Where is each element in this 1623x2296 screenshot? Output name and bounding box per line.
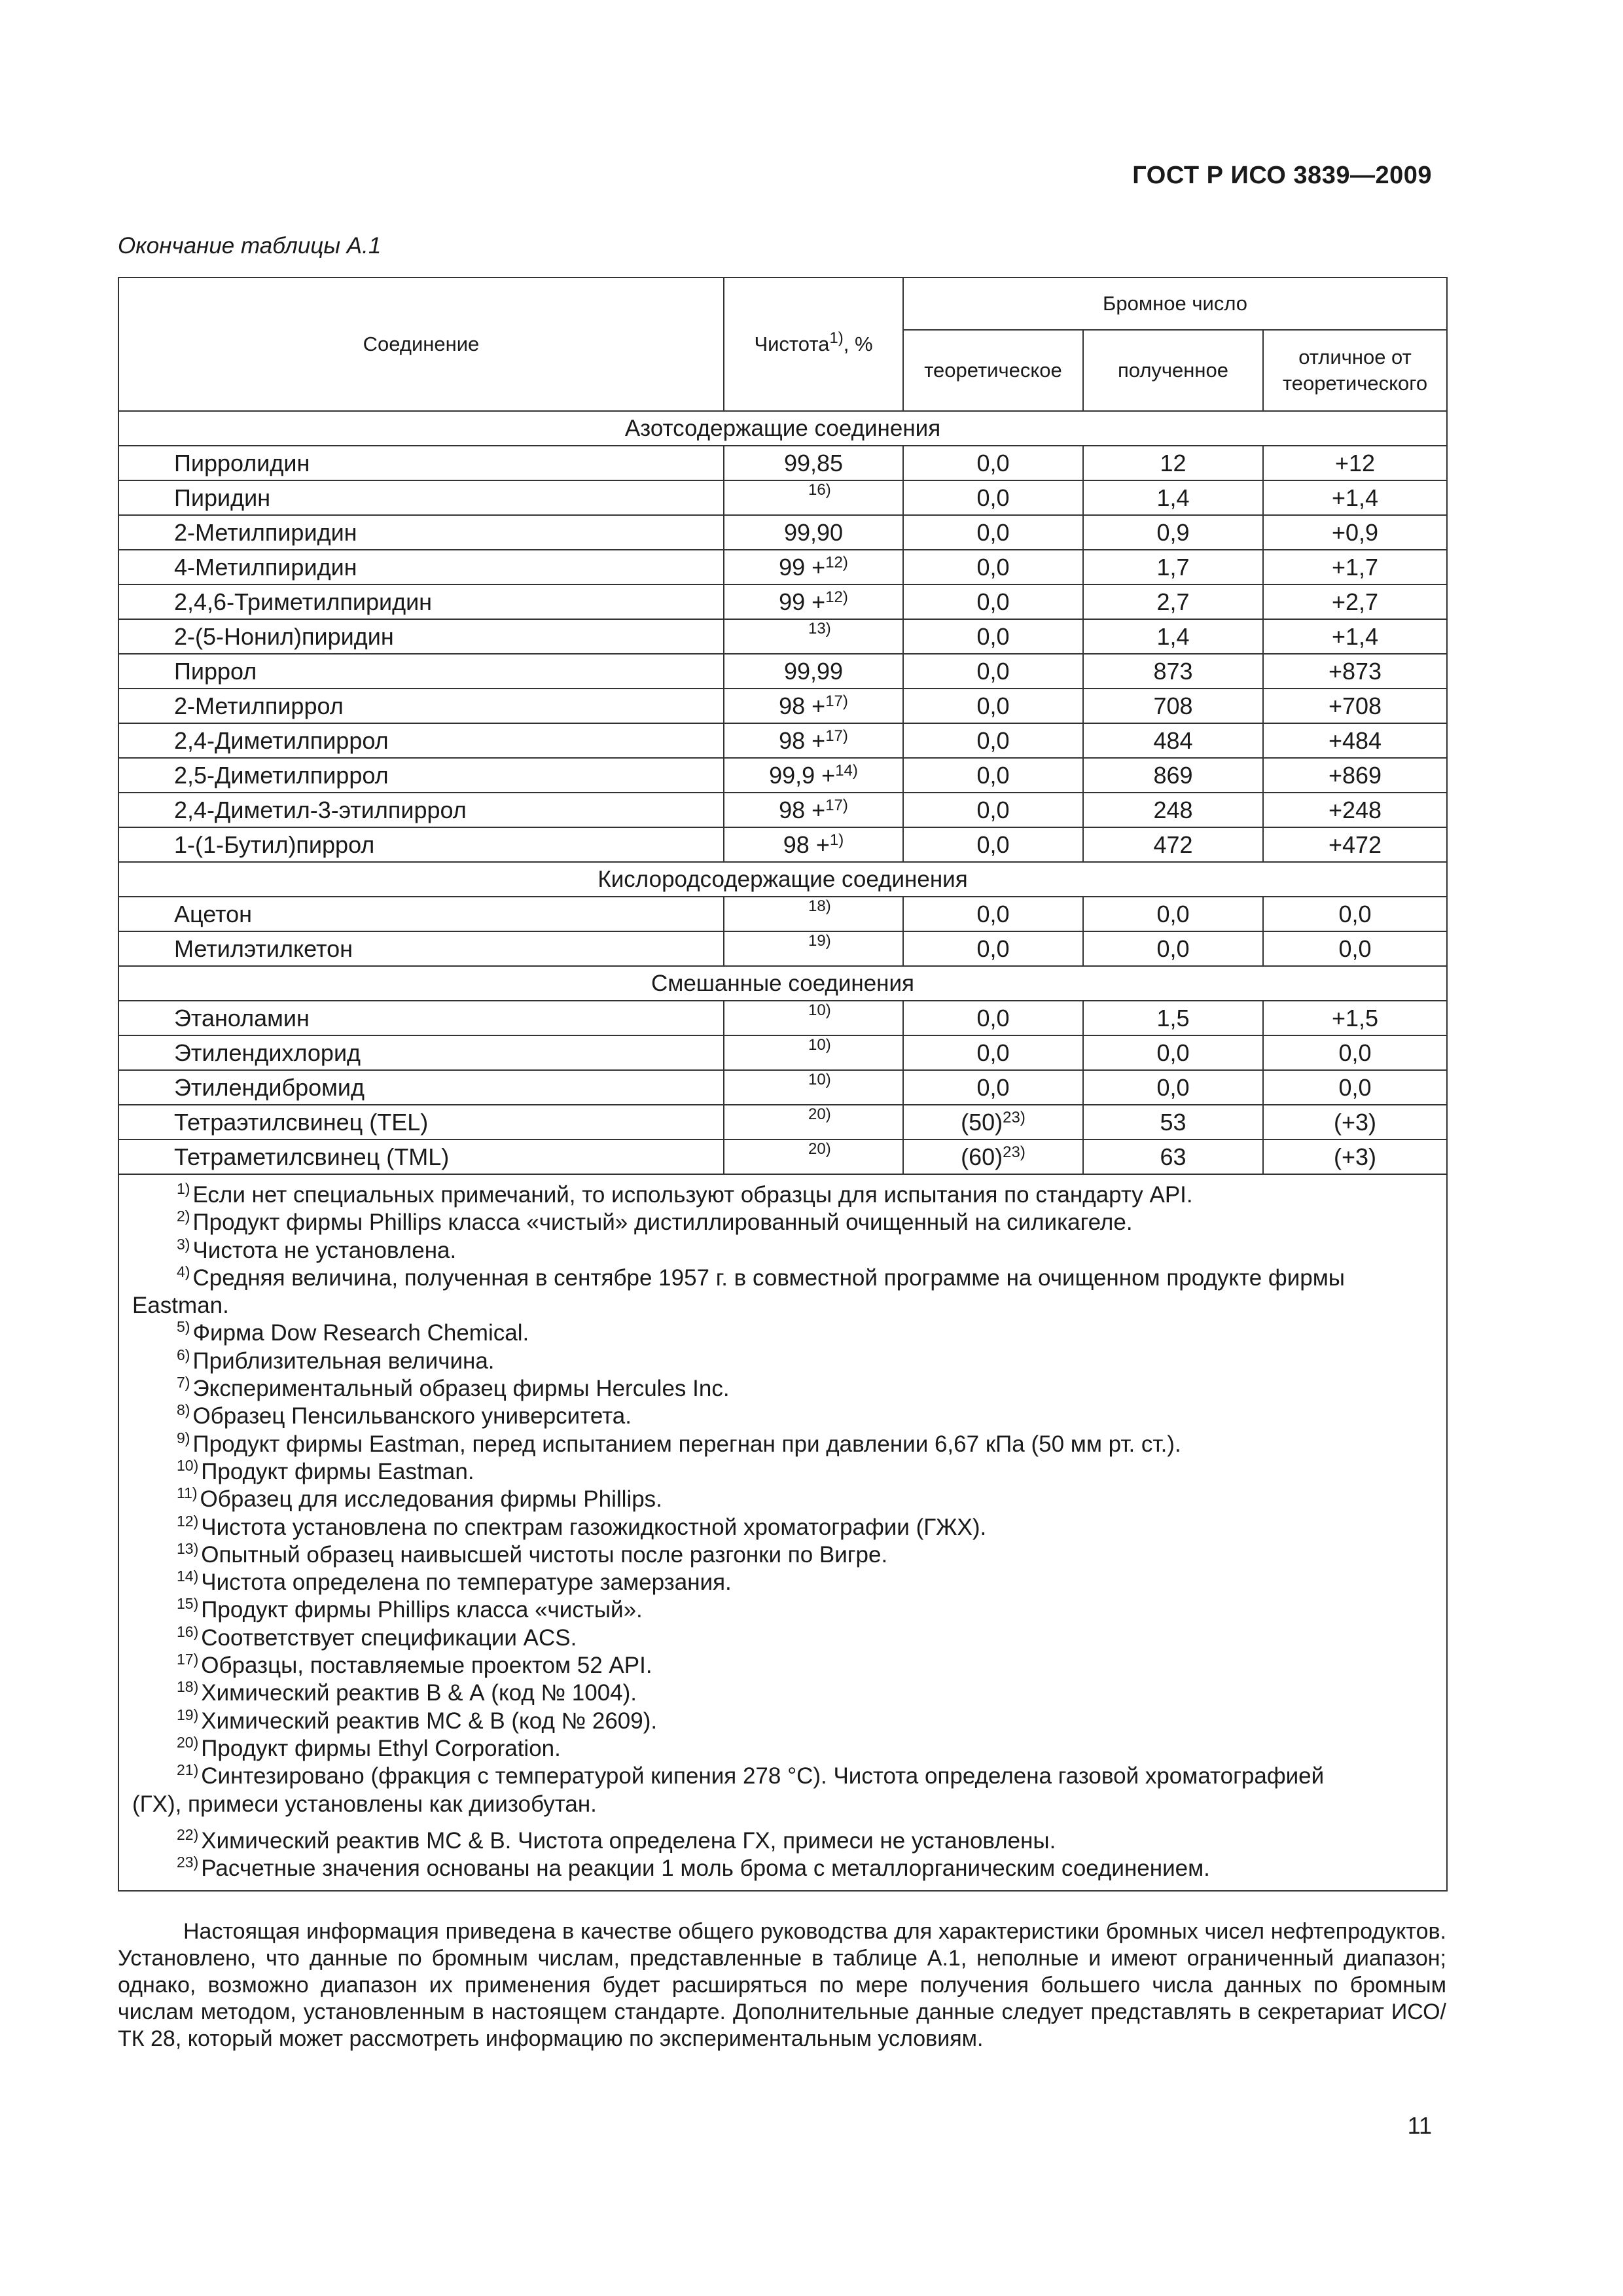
col-header-theoretical: теоретическое xyxy=(903,330,1083,411)
footnote xyxy=(132,1265,1440,1320)
purity-footnote-ref: 17) xyxy=(825,796,848,814)
theoretical-value xyxy=(903,931,1083,966)
table-row xyxy=(118,689,1447,723)
difference-value: 0,0 xyxy=(1263,1070,1447,1105)
purity-footnote-ref: 12) xyxy=(825,588,848,606)
purity-cell xyxy=(724,723,903,758)
footnote-text: Синтезировано (фракция с температурой кипения 278 °С). Чистота определена газовой хроматографией xyxy=(201,1763,1325,1789)
difference-value: +873 xyxy=(1263,654,1447,689)
theoretical-number: (50) xyxy=(961,1108,1003,1136)
footnote xyxy=(132,1486,1440,1513)
purity-value: 99 + xyxy=(779,588,826,615)
obtained-value: 1,4 xyxy=(1083,480,1263,515)
footnote-text: Фирма Dow Research Chemical. xyxy=(192,1320,529,1346)
footnote-number: 22) xyxy=(177,1825,199,1843)
purity-footnote-ref: 14) xyxy=(835,761,858,780)
compound-name: 4-Метилпиридин xyxy=(118,550,724,584)
table-row xyxy=(118,619,1447,654)
footnote xyxy=(132,1319,1440,1347)
footnote-number: 8) xyxy=(177,1401,190,1419)
footnote-number: 9) xyxy=(177,1429,190,1446)
theoretical-number: 0,0 xyxy=(976,518,1010,546)
table-row xyxy=(118,550,1447,584)
footnote-number: 14) xyxy=(177,1568,199,1585)
theoretical-value xyxy=(903,515,1083,550)
purity-cell xyxy=(724,1139,903,1174)
compound-name: Тетраэтилсвинец (TEL) xyxy=(118,1105,724,1139)
obtained-value: 873 xyxy=(1083,654,1263,689)
obtained-value: 0,0 xyxy=(1083,1035,1263,1070)
difference-value: 0,0 xyxy=(1263,931,1447,966)
theoretical-value xyxy=(903,446,1083,480)
document-header: ГОСТ Р ИСО 3839—2009 xyxy=(1132,162,1432,189)
footnote xyxy=(132,1431,1440,1458)
compound-name: 2,4,6-Триметилпиридин xyxy=(118,584,724,619)
compound-name: Этилендибромид xyxy=(118,1070,724,1105)
footnote-number: 17) xyxy=(177,1651,199,1668)
footnote-number: 1) xyxy=(177,1180,190,1197)
theoretical-value xyxy=(903,1070,1083,1105)
footnote-number: 11) xyxy=(177,1484,198,1502)
theoretical-value xyxy=(903,550,1083,584)
footnote-number: 7) xyxy=(177,1374,190,1391)
footnote xyxy=(132,1348,1440,1375)
footnote-text: Химический реактив МС & В. Чистота определена ГХ, примеси не установлены. xyxy=(201,1827,1056,1854)
obtained-value: 248 xyxy=(1083,793,1263,827)
footnote xyxy=(132,1237,1440,1265)
footnote-number: 6) xyxy=(177,1346,190,1363)
table-row xyxy=(118,654,1447,689)
purity-cell xyxy=(724,931,903,966)
difference-value: +248 xyxy=(1263,793,1447,827)
theoretical-number: 0,0 xyxy=(976,761,1010,789)
theoretical-value xyxy=(903,1105,1083,1139)
footnote xyxy=(132,1458,1440,1486)
purity-footnote-ref: 10) xyxy=(808,1036,831,1054)
theoretical-value xyxy=(903,480,1083,515)
footnote-text: Расчетные значения основаны на реакции 1 моль брома с металлорганическим соединением. xyxy=(201,1856,1210,1882)
theoretical-number: 0,0 xyxy=(976,692,1010,719)
footnote xyxy=(132,1209,1440,1236)
purity-cell xyxy=(724,758,903,793)
footnote-number: 20) xyxy=(177,1733,199,1751)
purity-cell xyxy=(724,1070,903,1105)
purity-value: 98 + xyxy=(779,796,826,823)
purity-cell xyxy=(724,689,903,723)
difference-value: +484 xyxy=(1263,723,1447,758)
theoretical-number: 0,0 xyxy=(976,726,1010,754)
footnote-number: 5) xyxy=(177,1318,190,1336)
theoretical-value xyxy=(903,654,1083,689)
purity-cell xyxy=(724,897,903,931)
purity-cell xyxy=(724,827,903,862)
compound-name: Пиррол xyxy=(118,654,724,689)
footnote-text: Приблизительная величина. xyxy=(192,1348,495,1374)
theoretical-value xyxy=(903,1139,1083,1174)
footnote-text: Образцы, поставляемые проектом 52 API. xyxy=(201,1653,652,1679)
compound-name: Ацетон xyxy=(118,897,724,931)
purity-value: 99,9 + xyxy=(769,761,836,789)
body-paragraph: Настоящая информация приведена в качестве общего руководства для характеристики бромных чисел нефтепродуктов. Установлено, что данные по бромным числам, представленные в таблице А.1, неполные и имеют ограниченный диапазон; однако, возможно диапазон их применения будет расширяться по мере получения большего числа данных по бромным числам методом, установленным в настоящем стандарте. Дополнительные данные следует представлять в секретариат ИСО/ТК 28, который может рассмотреть информацию по экспериментальным условиям. xyxy=(118,1919,1446,2051)
theoretical-footnote-ref: 23) xyxy=(1003,1108,1026,1126)
footnote xyxy=(132,1679,1440,1707)
compound-name: Метилэтилкетон xyxy=(118,931,724,966)
footnote-text: Опытный образец наивысшей чистоты после разгонки по Вигре. xyxy=(201,1541,888,1568)
purity-footnote-ref: 20) xyxy=(808,1140,831,1158)
table-row xyxy=(118,515,1447,550)
compound-name: Пирролидин xyxy=(118,446,724,480)
theoretical-number: 0,0 xyxy=(976,622,1010,650)
theoretical-number: 0,0 xyxy=(976,588,1010,615)
difference-value: 0,0 xyxy=(1263,1035,1447,1070)
compound-name: Тетраметилсвинец (TML) xyxy=(118,1139,724,1174)
footnote xyxy=(132,1652,1440,1679)
compound-name: 1-(1-Бутил)пиррол xyxy=(118,827,724,862)
footnote xyxy=(132,1514,1440,1541)
obtained-value: 63 xyxy=(1083,1139,1263,1174)
theoretical-number: 0,0 xyxy=(976,900,1010,927)
difference-value: +869 xyxy=(1263,758,1447,793)
purity-value: 99,99 xyxy=(783,657,844,685)
theoretical-value xyxy=(903,619,1083,654)
purity-footnote-ref: 19) xyxy=(808,932,831,950)
footnote-text: Образец Пенсильванского университета. xyxy=(192,1403,632,1429)
bromine-number-table xyxy=(118,277,1448,1892)
purity-footnote-ref: 20) xyxy=(808,1105,831,1123)
footnote-number: 2) xyxy=(177,1208,190,1225)
footnote-text: Продукт фирмы Eastman, перед испытанием перегнан при давлении 6,67 кПа (50 мм рт. ст.). xyxy=(192,1431,1181,1457)
footnote xyxy=(132,1403,1440,1430)
footnote xyxy=(132,1735,1440,1763)
obtained-value: 1,4 xyxy=(1083,619,1263,654)
footnote xyxy=(132,1855,1440,1882)
footnote-number: 15) xyxy=(177,1595,199,1613)
theoretical-number: 0,0 xyxy=(976,935,1010,962)
table-row xyxy=(118,446,1447,480)
purity-footnote-ref: 10) xyxy=(808,1071,831,1088)
theoretical-value xyxy=(903,758,1083,793)
theoretical-value xyxy=(903,723,1083,758)
purity-cell xyxy=(724,1035,903,1070)
footnote-text: Продукт фирмы Phillips класса «чистый». xyxy=(201,1597,643,1623)
theoretical-value xyxy=(903,1035,1083,1070)
theoretical-value xyxy=(903,584,1083,619)
footnote-number: 4) xyxy=(177,1263,190,1280)
footnote-text: Чистота не установлена. xyxy=(192,1237,457,1263)
section-title: Азотсодержащие соединения xyxy=(118,411,1447,446)
footnote-number: 21) xyxy=(177,1761,199,1779)
footnote-text: Экспериментальный образец фирмы Hercules Inc. xyxy=(192,1376,730,1402)
table-row xyxy=(118,827,1447,862)
col-header-difference: отличное от теоретического xyxy=(1263,330,1447,411)
theoretical-value xyxy=(903,689,1083,723)
obtained-value: 53 xyxy=(1083,1105,1263,1139)
footnote xyxy=(132,1569,1440,1596)
theoretical-number: 0,0 xyxy=(976,796,1010,823)
purity-footnote-ref: 13) xyxy=(808,620,831,637)
footnote-number: 18) xyxy=(177,1678,199,1696)
table-row xyxy=(118,931,1447,966)
footnote-number: 13) xyxy=(177,1539,199,1557)
footnote-continuation: Eastman. xyxy=(132,1293,229,1319)
footnote-number: 10) xyxy=(177,1456,199,1474)
obtained-value: 0,0 xyxy=(1083,897,1263,931)
table-row xyxy=(118,723,1447,758)
theoretical-value xyxy=(903,793,1083,827)
theoretical-value xyxy=(903,1001,1083,1035)
section-row xyxy=(118,862,1447,897)
footnote xyxy=(132,1541,1440,1569)
purity-cell xyxy=(724,584,903,619)
difference-value: +1,4 xyxy=(1263,480,1447,515)
footnote-text: Соответствует спецификации ACS. xyxy=(201,1624,577,1651)
purity-cell xyxy=(724,1001,903,1035)
theoretical-number: 0,0 xyxy=(976,1039,1010,1066)
compound-name: Этаноламин xyxy=(118,1001,724,1035)
section-row xyxy=(118,411,1447,446)
theoretical-number: 0,0 xyxy=(976,449,1010,476)
purity-value: 99 + xyxy=(779,553,826,581)
footnote xyxy=(132,1181,1440,1209)
col-header-compound: Соединение xyxy=(118,278,724,411)
theoretical-value xyxy=(903,897,1083,931)
footnote-continuation: (ГХ), примеси установлены как диизобутан. xyxy=(132,1791,597,1817)
table-row xyxy=(118,897,1447,931)
col-header-purity: Чистота$^{1)}$, % xyxy=(724,278,903,411)
obtained-value: 472 xyxy=(1083,827,1263,862)
table-row xyxy=(118,1070,1447,1105)
table-caption: Окончание таблицы А.1 xyxy=(118,233,382,259)
theoretical-number: 0,0 xyxy=(976,484,1010,511)
footnote-number: 19) xyxy=(177,1706,199,1723)
section-title: Смешанные соединения xyxy=(118,966,1447,1001)
footnote xyxy=(132,1763,1440,1818)
difference-value: 0,0 xyxy=(1263,897,1447,931)
difference-value: +472 xyxy=(1263,827,1447,862)
compound-name: Пиридин xyxy=(118,480,724,515)
obtained-value: 708 xyxy=(1083,689,1263,723)
obtained-value: 1,7 xyxy=(1083,550,1263,584)
difference-value: (+3) xyxy=(1263,1139,1447,1174)
footnote xyxy=(132,1827,1440,1855)
footnote-text: Химический реактив МС & В (код № 2609). xyxy=(201,1708,658,1734)
footnote-text: Чистота установлена по спектрам газожидкостной хроматографии (ГЖХ). xyxy=(201,1514,987,1540)
purity-cell xyxy=(724,1105,903,1139)
obtained-value: 0,0 xyxy=(1083,931,1263,966)
footnote-number: 16) xyxy=(177,1623,199,1640)
footnote-number: 12) xyxy=(177,1512,199,1530)
compound-name: 2-Метилпиррол xyxy=(118,689,724,723)
page-number: 11 xyxy=(1407,2112,1432,2139)
obtained-value: 1,5 xyxy=(1083,1001,1263,1035)
purity-value: 98 + xyxy=(779,692,826,719)
table-row xyxy=(118,1139,1447,1174)
difference-value: +708 xyxy=(1263,689,1447,723)
compound-name: 2-Метилпиридин xyxy=(118,515,724,550)
difference-value: +1,7 xyxy=(1263,550,1447,584)
footnote xyxy=(132,1624,1440,1652)
purity-value: 98 + xyxy=(779,726,826,754)
purity-value: 98 + xyxy=(783,831,830,858)
purity-footnote-ref: 12) xyxy=(825,553,848,571)
obtained-value: 2,7 xyxy=(1083,584,1263,619)
footnote-text: Если нет специальных примечаний, то используют образцы для испытания по стандарту API. xyxy=(192,1182,1193,1208)
purity-footnote-ref: 18) xyxy=(808,897,831,915)
theoretical-number: 0,0 xyxy=(976,1073,1010,1101)
footnote-text: Продукт фирмы Phillips класса «чистый» дистиллированный очищенный на силикагеле. xyxy=(192,1210,1133,1236)
footnote xyxy=(132,1708,1440,1735)
purity-cell xyxy=(724,793,903,827)
purity-footnote-ref: 17) xyxy=(825,692,848,710)
obtained-value: 0,9 xyxy=(1083,515,1263,550)
footnote-text: Чистота определена по температуре замерзания. xyxy=(201,1570,732,1596)
theoretical-number: 0,0 xyxy=(976,553,1010,581)
purity-cell xyxy=(724,619,903,654)
compound-name: 2,4-Диметилпиррол xyxy=(118,723,724,758)
footnote xyxy=(132,1375,1440,1403)
difference-value: +1,4 xyxy=(1263,619,1447,654)
table-row xyxy=(118,758,1447,793)
theoretical-number: 0,0 xyxy=(976,657,1010,685)
difference-value: +0,9 xyxy=(1263,515,1447,550)
theoretical-number: 0,0 xyxy=(976,1004,1010,1031)
obtained-value: 12 xyxy=(1083,446,1263,480)
footnote-text: Химический реактив В & А (код № 1004). xyxy=(201,1680,637,1706)
purity-value: 99,90 xyxy=(783,518,844,546)
purity-footnote-ref: 17) xyxy=(825,726,848,745)
footnote-text: Средняя величина, полученная в сентябре 1957 г. в совместной программе на очищенном продукте фирмы xyxy=(192,1265,1345,1291)
difference-value: +12 xyxy=(1263,446,1447,480)
difference-value: +1,5 xyxy=(1263,1001,1447,1035)
footnote-text: Продукт фирмы Ethyl Corporation. xyxy=(201,1735,561,1761)
difference-value: (+3) xyxy=(1263,1105,1447,1139)
purity-footnote-ref: 16) xyxy=(808,481,831,499)
table-row xyxy=(118,480,1447,515)
footnote-number: 3) xyxy=(177,1235,190,1253)
section-row xyxy=(118,966,1447,1001)
purity-cell xyxy=(724,515,903,550)
table-row xyxy=(118,1105,1447,1139)
compound-name: 2-(5-Нонил)пиридин xyxy=(118,619,724,654)
purity-footnote-ref: 1) xyxy=(829,831,844,849)
table-row xyxy=(118,1001,1447,1035)
footnote-text: Продукт фирмы Eastman. xyxy=(201,1458,474,1484)
obtained-value: 869 xyxy=(1083,758,1263,793)
obtained-value: 0,0 xyxy=(1083,1070,1263,1105)
compound-name: 2,5-Диметилпиррол xyxy=(118,758,724,793)
purity-cell xyxy=(724,480,903,515)
table-footnotes xyxy=(118,1174,1447,1891)
compound-name: 2,4-Диметил-3-этилпиррол xyxy=(118,793,724,827)
purity-footnote-ref: 10) xyxy=(808,1001,831,1019)
theoretical-number: 0,0 xyxy=(976,831,1010,858)
table-row xyxy=(118,584,1447,619)
footnote-text: Образец для исследования фирмы Phillips. xyxy=(200,1486,662,1513)
theoretical-number: (60) xyxy=(961,1143,1003,1170)
col-header-obtained: полученное xyxy=(1083,330,1263,411)
purity-cell xyxy=(724,550,903,584)
purity-cell xyxy=(724,446,903,480)
theoretical-footnote-ref: 23) xyxy=(1003,1143,1026,1161)
table-row xyxy=(118,793,1447,827)
compound-name: Этилендихлорид xyxy=(118,1035,724,1070)
difference-value: +2,7 xyxy=(1263,584,1447,619)
col-header-bromine-number: Бромное число xyxy=(903,278,1447,330)
table-row xyxy=(118,1035,1447,1070)
purity-cell xyxy=(724,654,903,689)
theoretical-value xyxy=(903,827,1083,862)
footnote xyxy=(132,1596,1440,1624)
section-title: Кислородсодержащие соединения xyxy=(118,862,1447,897)
obtained-value: 484 xyxy=(1083,723,1263,758)
footnote-number: 23) xyxy=(177,1854,199,1871)
purity-value: 99,85 xyxy=(783,449,844,476)
